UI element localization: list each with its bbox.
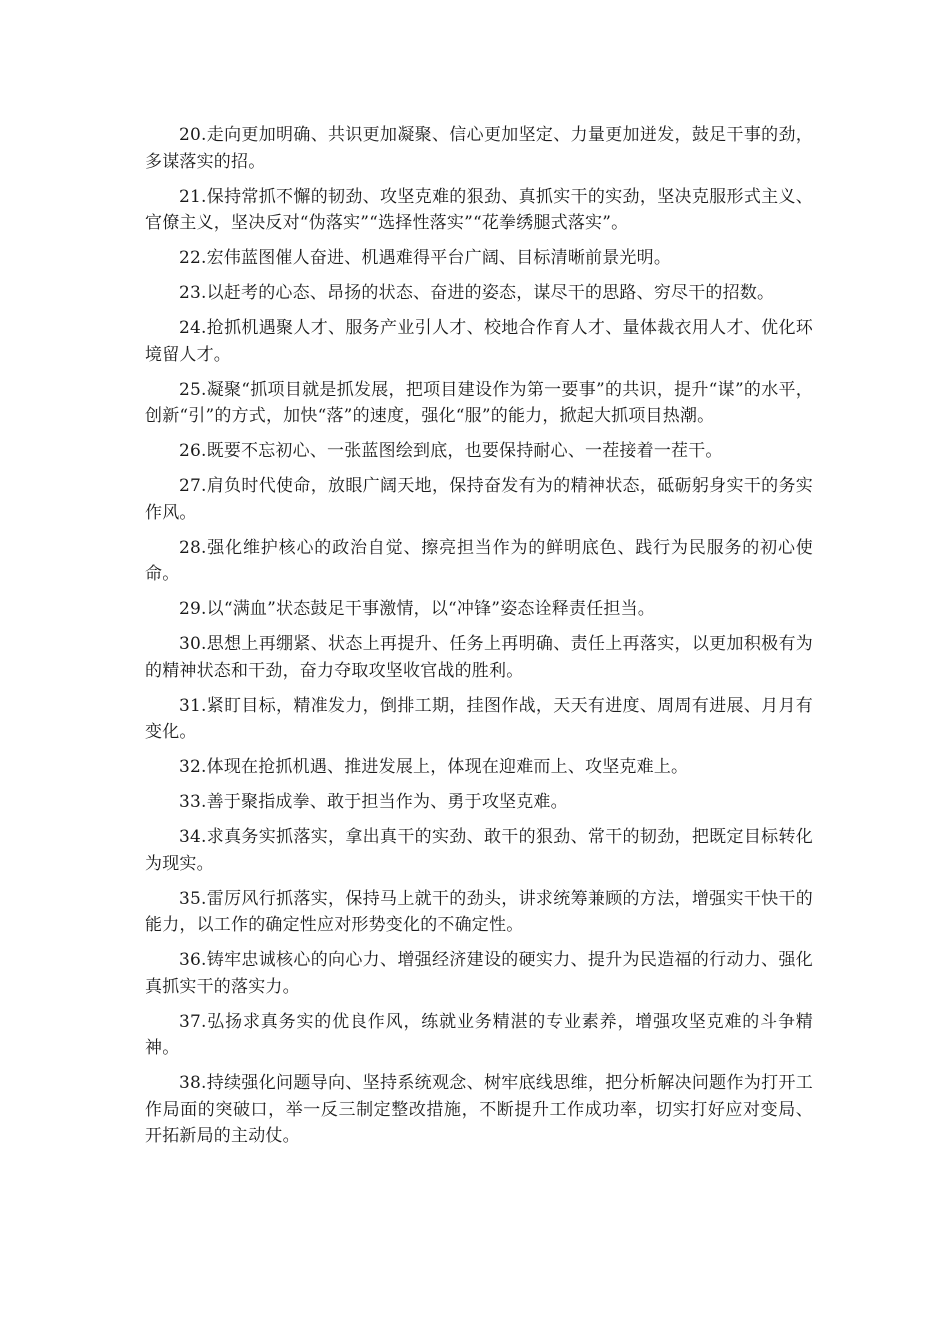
paragraph-36: 36.铸牢忠诚核心的向心力、增强经济建设的硬实力、提升为民造福的行动力、强化真抓实干的落实力。: [145, 950, 813, 997]
paragraph-30: 30.思想上再绷紧、状态上再提升、任务上再明确、责任上再落实，以更加积极有为的精神状态和干劲，奋力夺取攻坚收官战的胜利。: [145, 634, 813, 681]
document-body: [145, 122, 813, 1158]
paragraph-27: 27.肩负时代使命，放眼广阔天地，保持奋发有为的精神状态，砥砺躬身实干的务实作风。: [145, 476, 813, 523]
paragraph-32: 32.体现在抢抓机遇、推进发展上，体现在迎难而上、攻坚克难上。: [179, 757, 689, 777]
paragraph-24: 24.抢抓机遇聚人才、服务产业引人才、校地合作育人才、量体裁衣用人才、优化环境留人才。: [145, 318, 813, 365]
paragraph-21: 21.保持常抓不懈的韧劲、攻坚克难的狠劲、真抓实干的实劲，坚决克服形式主义、官僚主义，坚决反对“伪落实”“选择性落实”“花拳绣腿式落实”。: [145, 186, 813, 233]
paragraph-33: 33.善于聚指成拳、敢于担当作为、勇于攻坚克难。: [179, 792, 568, 812]
paragraph-38: 38.持续强化问题导向、坚持系统观念、树牢底线思维，把分析解决问题作为打开工作局面的突破口，举一反三制定整改措施，不断提升工作成功率，切实打好应对变局、开拓新局的主动仗。: [145, 1073, 813, 1146]
paragraph-20: 20.走向更加明确、共识更加凝聚、信心更加坚定、力量更加迸发，鼓足干事的劲，多谋落实的招。: [145, 125, 813, 172]
paragraph-37: 37.弘扬求真务实的优良作风，练就业务精湛的专业素养，增强攻坚克难的斗争精神。: [145, 1011, 813, 1058]
paragraph-26: 26.既要不忘初心、一张蓝图绘到底，也要保持耐心、一茬接着一茬干。: [179, 441, 723, 461]
paragraph-35: 35.雷厉风行抓落实，保持马上就干的劲头，讲求统筹兼顾的方法，增强实干快干的能力，以工作的确定性应对形势变化的不确定性。: [145, 888, 813, 935]
paragraph-29: 29.以“满血”状态鼓足干事激情，以“冲锋”姿态诠释责任担当。: [179, 599, 655, 619]
paragraph-28: 28.强化维护核心的政治自觉、擦亮担当作为的鲜明底色、践行为民服务的初心使命。: [145, 537, 813, 584]
paragraph-34: 34.求真务实抓落实，拿出真干的实劲、敢干的狠劲、常干的韧劲，把既定目标转化为现实。: [145, 827, 813, 874]
paragraph-25: 25.凝聚“抓项目就是抓发展，把项目建设作为第一要事”的共识，提升“谋”的水平，创新“引”的方式，加快“落”的速度，强化“服”的能力，掀起大抓项目热潮。: [145, 379, 813, 426]
paragraph-31: 31.紧盯目标，精准发力，倒排工期，挂图作战，天天有进度、周周有进展、月月有变化。: [145, 695, 813, 742]
paragraph-22: 22.宏伟蓝图催人奋进、机遇难得平台广阔、目标清晰前景光明。: [179, 248, 672, 268]
paragraph-23: 23.以赶考的心态、昂扬的状态、奋进的姿态，谋尽干的思路、穷尽干的招数。: [179, 283, 775, 303]
